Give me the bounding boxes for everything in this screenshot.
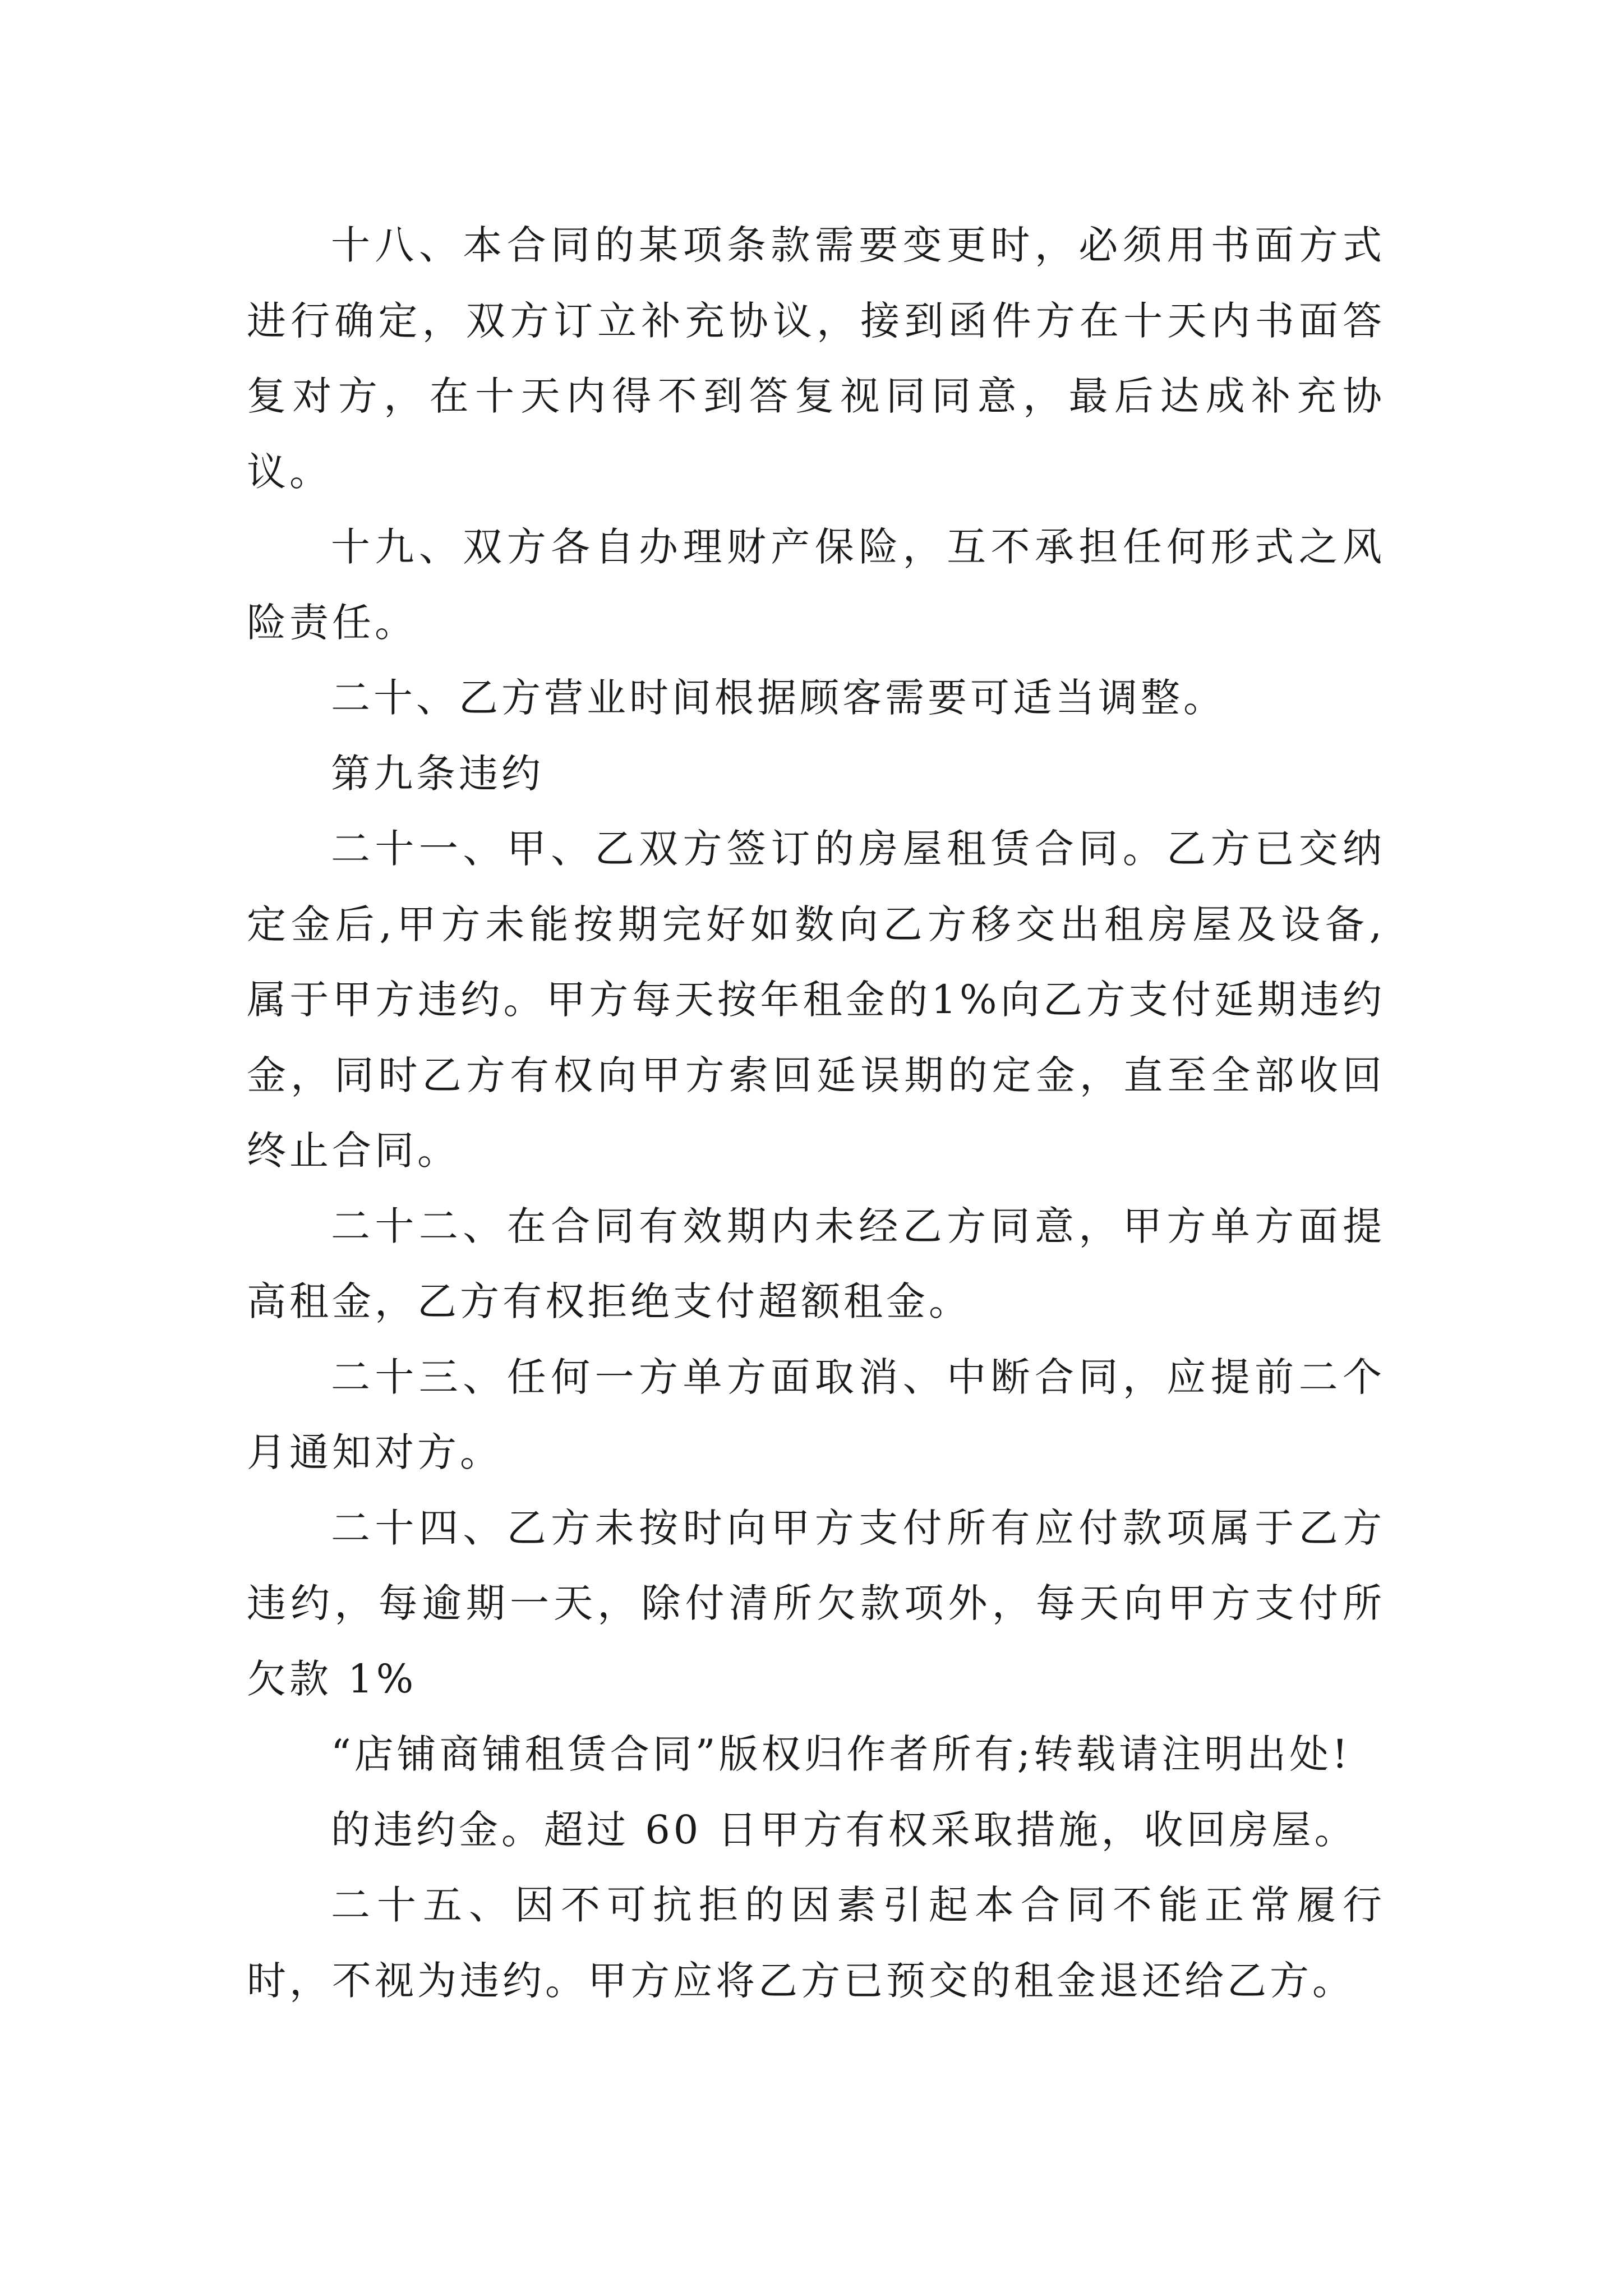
clause-22-paragraph: 二十二、在合同有效期内未经乙方同意，甲方单方面提高租金，乙方有权拒绝支付超额租金。 [247,1203,1385,1324]
copyright-notice: “店铺商铺租赁合同”版权归作者所有;转载请注明出处! [331,1731,1352,1777]
clause-21-paragraph: 二十一、甲、乙双方签订的房屋租赁合同。乙方已交纳定金后,甲方未能按期完好如数向乙方移交出租房屋及设备,属于甲方违约。甲方每天按年租金的1%向乙方支付延期违约金，同时乙方有权向甲方索回延误期的定金，直至全部收回终止合同。 [247,826,1385,1174]
clause-24-continuation: 的违约金。超过 60 日甲方有权采取措施，收回房屋。 [331,1806,1357,1853]
clause-18-paragraph: 十八、本合同的某项条款需要变更时，必须用书面方式进行确定，双方订立补充协议，接到函件方在十天内书面答复对方，在十天内得不到答复视同同意，最后达成补充协议。 [247,222,1385,495]
clause-19-paragraph: 十九、双方各自办理财产保险，互不承担任何形式之风险责任。 [247,524,1385,646]
article-9-heading: 第九条违约 [331,750,544,797]
clause-25-paragraph: 二十五、因不可抗拒的因素引起本合同不能正常履行时，不视为违约。甲方应将乙方已预交的租金退还给乙方。 [247,1882,1385,2004]
clause-23-paragraph: 二十三、任何一方单方面取消、中断合同，应提前二个月通知对方。 [247,1354,1385,1475]
clause-24-paragraph: 二十四、乙方未按时向甲方支付所有应付款项属于乙方违约，每逾期一天，除付清所欠款项外，每天向甲方支付所欠款 1% [247,1504,1385,1702]
document-body [247,208,1385,2018]
clause-20-paragraph: 二十、乙方营业时间根据顾客需要可适当调整。 [331,675,1226,721]
